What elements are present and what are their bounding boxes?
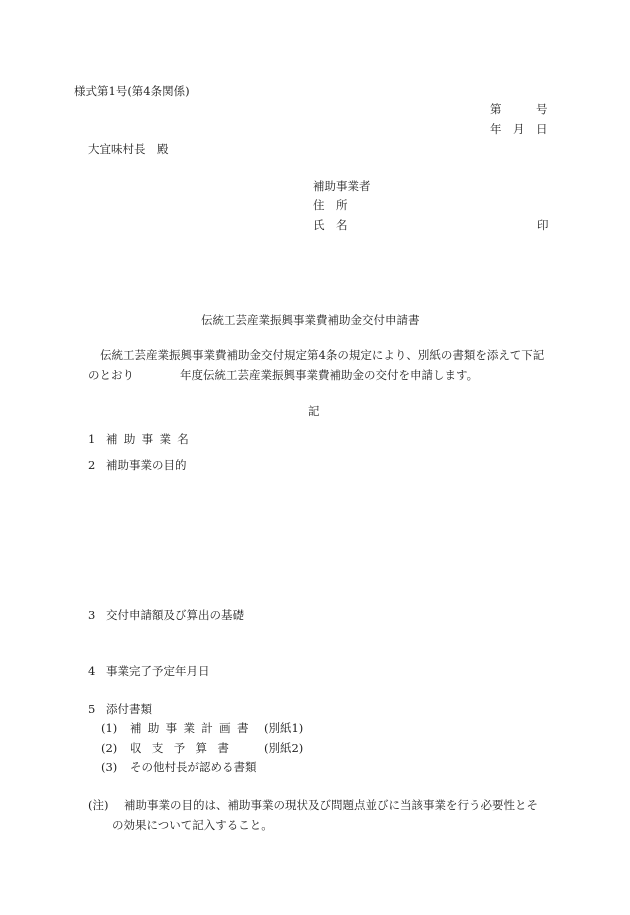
attachment-label: 収支予算書 [130,741,240,755]
attachment-label: その他村長が認める書類 [130,760,257,774]
attachment-number: (3) [101,760,118,774]
body-line-2: のとおり 年度伝統工芸産業振興事業費補助金の交付を申請します。 [88,368,479,382]
address-label: 住 所 [313,198,348,212]
document-date: 年 月 日 [490,122,548,136]
attachment-note: (別紙2) [264,741,304,755]
item-label: 補助事業名 [106,432,196,446]
item-label: 事業完了予定年月日 [106,664,210,678]
item-number: 4 [88,664,96,678]
document-title: 伝統工芸産業振興事業費補助金交付申請書 [201,313,420,327]
item-label: 補助事業の目的 [106,458,187,472]
name-label: 氏 名 [313,218,348,232]
note-line-2: の効果について記入すること。 [112,818,273,832]
attachment-number: (2) [101,741,118,755]
attachment-label: 補助事業計画書 [130,721,255,735]
form-label: 様式第1号(第4条関係) [74,84,190,98]
note-prefix: (注) [88,798,109,812]
note-line-1: 補助事業の目的は、補助事業の現状及び問題点並びに当該事業を行う必要性とそ [124,798,538,812]
ki-label: 記 [308,404,320,418]
item-number: 2 [88,458,96,472]
item-number: 3 [88,608,96,622]
item-label: 交付申請額及び算出の基礎 [106,608,244,622]
body-line-1: 伝統工芸産業振興事業費補助金交付規定第4条の規定により、別紙の書類を添えて下記 [100,348,545,362]
seal-label: 印 [537,218,549,232]
attachment-note: (別紙1) [264,721,304,735]
attachment-number: (1) [101,721,118,735]
item-label: 添付書類 [106,702,152,716]
item-number: 1 [88,432,96,446]
item-number: 5 [88,702,96,716]
document-number: 第 号 [490,102,548,116]
applicant-title: 補助事業者 [313,179,371,193]
addressee: 大宜味村長 殿 [88,142,169,156]
